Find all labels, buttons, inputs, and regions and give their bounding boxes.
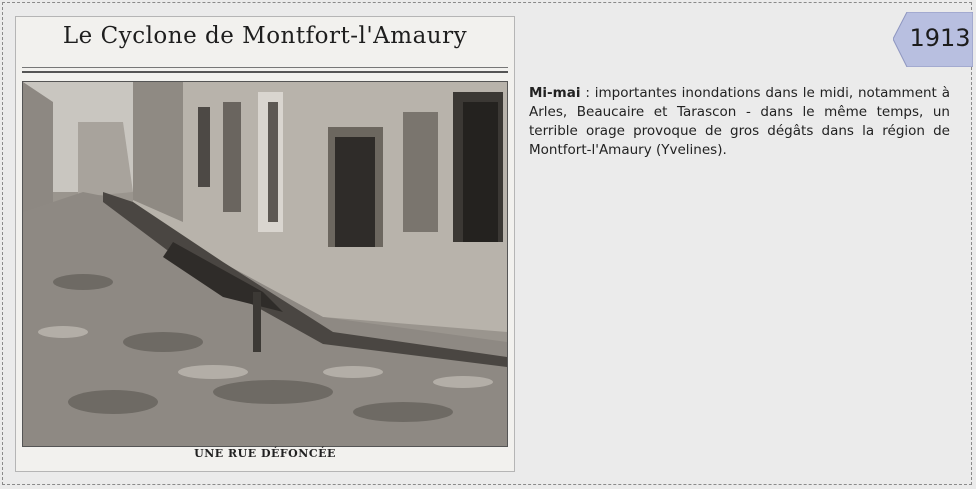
street-photo (22, 81, 508, 447)
year-badge (893, 12, 973, 67)
title-rule-bottom (22, 71, 508, 73)
clipping-caption: UNE RUE DÉFONCÉE (194, 447, 336, 460)
title-rule-top (22, 67, 508, 68)
year-label: 1913 (909, 24, 971, 52)
newspaper-clipping-image (15, 16, 515, 472)
event-description (529, 84, 950, 160)
event-text: importantes inondations dans le midi, notamment à Arles, Beaucaire et Tarascon - dans le même temps, un terrible orage provoque de gros dégâts dans la région de Montfort-l'Amaury (Yvelines). (529, 85, 950, 158)
event-date: Mi-mai (529, 85, 581, 101)
clipping-title: Le Cyclone de Montfort-l'Amaury (62, 23, 468, 49)
event-separator: : (580, 85, 595, 101)
